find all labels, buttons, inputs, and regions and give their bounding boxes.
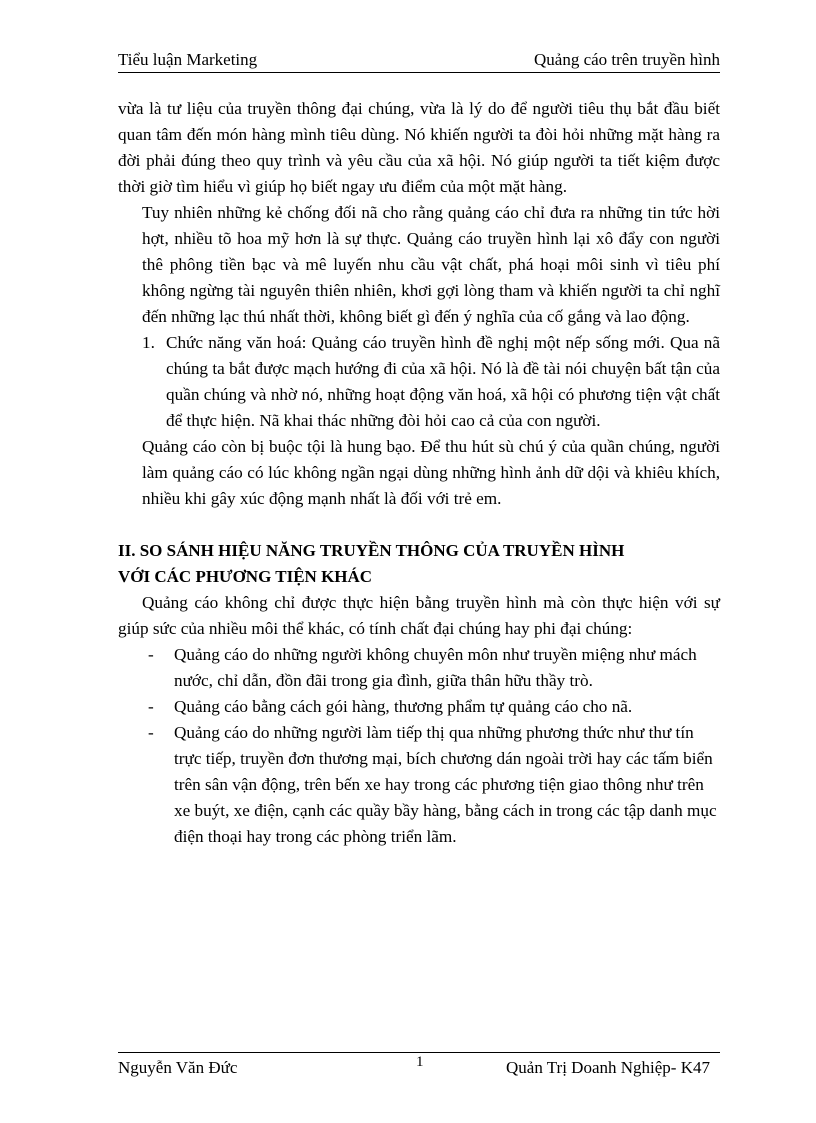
section-heading-line-2: VỚI CÁC PHƯƠNG TIỆN KHÁC: [118, 567, 373, 586]
paragraph-2: Tuy nhiên những kẻ chống đối nã cho rằng quảng cáo chỉ đưa ra những tin tức hời hợt, nhiều tõ hoa mỹ hơn là sự thực. Quảng cáo truyền hình lại xô đẩy con người thê phông tiền bạc và mê luyến nhu cầu vật chất, phá hoại môi sinh vì tiêu phí không ngừng tài nguyên thiên nhiên, khơi gợi lòng tham và khiến người ta chỉ nghĩ đến những lạc thú nhất thời, không biết gì đến ý nghĩa của cố gắng và lao động.: [142, 203, 720, 326]
footer-author: Nguyễn Văn Đức: [118, 1058, 238, 1077]
paragraph-4: Quảng cáo không chỉ được thực hiện bằng truyền hình mà còn thực hiện với sự giúp sức của nhiều môi thể khác, có tính chất đại chúng hay phi đại chúng:: [118, 593, 720, 638]
bullet-dash: -: [148, 645, 154, 664]
list-item: [118, 720, 720, 850]
header-subtitle: Quảng cáo trên truyền hình: [534, 50, 720, 69]
section-heading-line-1: II. SO SÁNH HIỆU NĂNG TRUYỀN THÔNG CỦA TRUYỀN HÌNH: [118, 541, 625, 560]
section-heading: [118, 538, 720, 590]
bullet-list: [118, 642, 720, 850]
numbered-item-text: Chức năng văn hoá: Quảng cáo truyền hình đề nghị một nếp sống mới. Qua nã chúng ta bắt được mạch hướng đi của xã hội. Nó là đề tài nói chuyện bất tận của quần chúng và nhờ nó, những hoạt động văn hoá, xã hội có phương tiện vật chất để thực hiện. Nã khai thác những đòi hỏi cao cả của con người.: [166, 333, 720, 430]
footer-course: Quản Trị Doanh Nghiệp- K47: [506, 1058, 710, 1077]
paragraph-1: vừa là tư liệu của truyền thông đại chúng, vừa là lý do để người tiêu thụ bắt đầu biết quan tâm đến món hàng mình tiêu dùng. Nó khiến người ta đòi hỏi những mặt hàng ra đời phải đúng theo quy trình và yêu cầu của xã hội. Nó giúp người ta tiết kiệm được thời giờ tìm hiểu vì giúp họ biết ngay ưu điểm của một mặt hàng.: [118, 99, 720, 196]
list-item: [118, 642, 720, 694]
numbered-item-1: [118, 330, 720, 434]
list-item-text: Quảng cáo do những người làm tiếp thị qua những phương thức như thư tín trực tiếp, truyền đơn thương mại, bích chương dán ngoài trời hay các tấm biển trên sân vận động, trên bến xe hay trong các phương tiện giao thông như trên xe buýt, xe điện, cạnh các quầy bầy hàng, bằng cách in trong các tập danh mục điện thoại hay trong các phòng triển lãm.: [174, 723, 717, 846]
list-item-text: Quảng cáo bằng cách gói hàng, thương phẩm tự quảng cáo cho nã.: [174, 697, 633, 716]
item-number: 1.: [142, 333, 155, 352]
header-title: Tiểu luận Marketing: [118, 50, 258, 69]
bullet-dash: -: [148, 697, 154, 716]
document-body: [118, 96, 720, 850]
list-item-text: Quảng cáo do những người không chuyên môn như truyền miệng như mách nước, chỉ dẫn, đồn đãi trong gia đình, giữa thân hữu thầy trò.: [174, 645, 697, 690]
page-footer: [118, 1052, 720, 1083]
list-item: [118, 694, 720, 720]
bullet-dash: -: [148, 723, 154, 742]
page-number: 1: [416, 1054, 424, 1070]
paragraph-3: Quảng cáo còn bị buộc tội là hung bạo. Để thu hút sù chú ý của quần chúng, người làm quảng cáo có lúc không ngần ngại dùng những hình ảnh dữ dội và khiêu khích, nhiều khi gây xúc động mạnh nhất là đối với trẻ em.: [142, 437, 720, 508]
page-header: [118, 50, 720, 73]
